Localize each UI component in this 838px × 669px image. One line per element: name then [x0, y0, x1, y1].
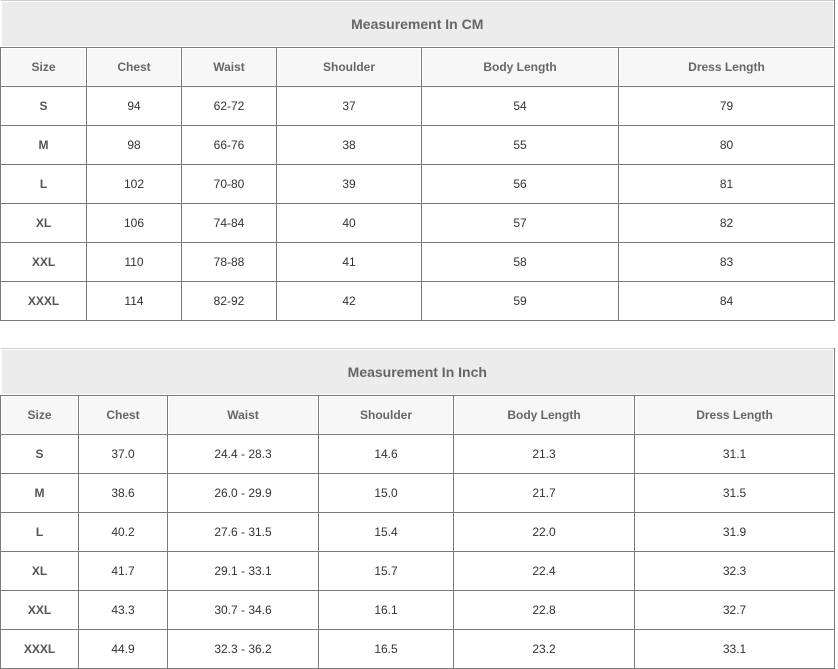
table-cell: 14.6: [319, 435, 454, 474]
table-cell: 98: [87, 126, 182, 165]
table-row: [1, 630, 835, 669]
column-header-size: Size: [1, 48, 87, 87]
table-cell: 31.5: [635, 474, 835, 513]
table-cell: 22.0: [454, 513, 635, 552]
table-row: [1, 87, 835, 126]
table-header-row: [1, 396, 835, 435]
table-cell: 42: [277, 282, 422, 321]
table-cell: 41.7: [79, 552, 168, 591]
table-cell: 57: [422, 204, 619, 243]
column-header-shoulder: Shoulder: [319, 396, 454, 435]
table-cell: 21.3: [454, 435, 635, 474]
table-cell: 27.6 - 31.5: [168, 513, 319, 552]
table-cell: 31.9: [635, 513, 835, 552]
table-cell-size: L: [1, 513, 79, 552]
column-header-dress-length: Dress Length: [635, 396, 835, 435]
table-row: [1, 513, 835, 552]
table-cell: 82: [619, 204, 835, 243]
table-cell-size: XL: [1, 552, 79, 591]
table-cell: 15.7: [319, 552, 454, 591]
column-header-size: Size: [1, 396, 79, 435]
table-row: [1, 204, 835, 243]
table-cell: 66-76: [182, 126, 277, 165]
table-cell-size: XXXL: [1, 282, 87, 321]
table-cell: 94: [87, 87, 182, 126]
table-cell: 56: [422, 165, 619, 204]
table-cell: 44.9: [79, 630, 168, 669]
table-cell: 82-92: [182, 282, 277, 321]
table-cell-size: L: [1, 165, 87, 204]
size-table-cm: [0, 0, 835, 321]
table-cell: 84: [619, 282, 835, 321]
table-cell: 15.0: [319, 474, 454, 513]
column-header-body-length: Body Length: [454, 396, 635, 435]
table-cell-size: XL: [1, 204, 87, 243]
table-cell: 55: [422, 126, 619, 165]
table-title-row: [1, 349, 835, 396]
table-cell: 15.4: [319, 513, 454, 552]
table-cell: 31.1: [635, 435, 835, 474]
table-cell: 83: [619, 243, 835, 282]
table-cell-size: S: [1, 435, 79, 474]
table-cell: 33.1: [635, 630, 835, 669]
table-row: [1, 243, 835, 282]
table-cell: 80: [619, 126, 835, 165]
column-header-dress-length: Dress Length: [619, 48, 835, 87]
table-cell: 23.2: [454, 630, 635, 669]
table-title: Measurement In Inch: [1, 349, 835, 396]
table-title-row: [1, 1, 835, 48]
column-header-body-length: Body Length: [422, 48, 619, 87]
table-cell: 106: [87, 204, 182, 243]
table-row: [1, 591, 835, 630]
table-row: [1, 126, 835, 165]
table-cell: 32.3: [635, 552, 835, 591]
table-cell: 16.5: [319, 630, 454, 669]
table-cell: 59: [422, 282, 619, 321]
table-cell-size: XXXL: [1, 630, 79, 669]
table-cell: 38: [277, 126, 422, 165]
table-cell: 79: [619, 87, 835, 126]
table-cell: 74-84: [182, 204, 277, 243]
table-cell: 32.7: [635, 591, 835, 630]
table-cell: 62-72: [182, 87, 277, 126]
column-header-waist: Waist: [168, 396, 319, 435]
table-cell: 78-88: [182, 243, 277, 282]
table-cell: 38.6: [79, 474, 168, 513]
table-header-row: [1, 48, 835, 87]
table-cell: 81: [619, 165, 835, 204]
size-table-inch: [0, 348, 835, 669]
table-cell-size: S: [1, 87, 87, 126]
table-cell: 54: [422, 87, 619, 126]
table-cell: 26.0 - 29.9: [168, 474, 319, 513]
table-title: Measurement In CM: [1, 1, 835, 48]
table-cell-size: M: [1, 474, 79, 513]
table-cell: 32.3 - 36.2: [168, 630, 319, 669]
table-cell: 29.1 - 33.1: [168, 552, 319, 591]
table-cell: 22.8: [454, 591, 635, 630]
column-header-waist: Waist: [182, 48, 277, 87]
table-row: [1, 165, 835, 204]
table-cell: 102: [87, 165, 182, 204]
table-cell: 70-80: [182, 165, 277, 204]
table-row: [1, 282, 835, 321]
table-cell: 43.3: [79, 591, 168, 630]
table-cell: 30.7 - 34.6: [168, 591, 319, 630]
table-cell: 40: [277, 204, 422, 243]
table-cell: 41: [277, 243, 422, 282]
column-header-chest: Chest: [79, 396, 168, 435]
table-row: [1, 552, 835, 591]
table-cell-size: M: [1, 126, 87, 165]
table-cell: 39: [277, 165, 422, 204]
table-row: [1, 474, 835, 513]
table-row: [1, 435, 835, 474]
table-cell: 114: [87, 282, 182, 321]
table-cell-size: XXL: [1, 243, 87, 282]
column-header-chest: Chest: [87, 48, 182, 87]
table-cell: 24.4 - 28.3: [168, 435, 319, 474]
table-cell: 37.0: [79, 435, 168, 474]
table-cell: 16.1: [319, 591, 454, 630]
table-cell: 21.7: [454, 474, 635, 513]
table-cell: 22.4: [454, 552, 635, 591]
table-cell: 110: [87, 243, 182, 282]
table-cell: 58: [422, 243, 619, 282]
table-cell: 37: [277, 87, 422, 126]
table-cell-size: XXL: [1, 591, 79, 630]
column-header-shoulder: Shoulder: [277, 48, 422, 87]
table-cell: 40.2: [79, 513, 168, 552]
